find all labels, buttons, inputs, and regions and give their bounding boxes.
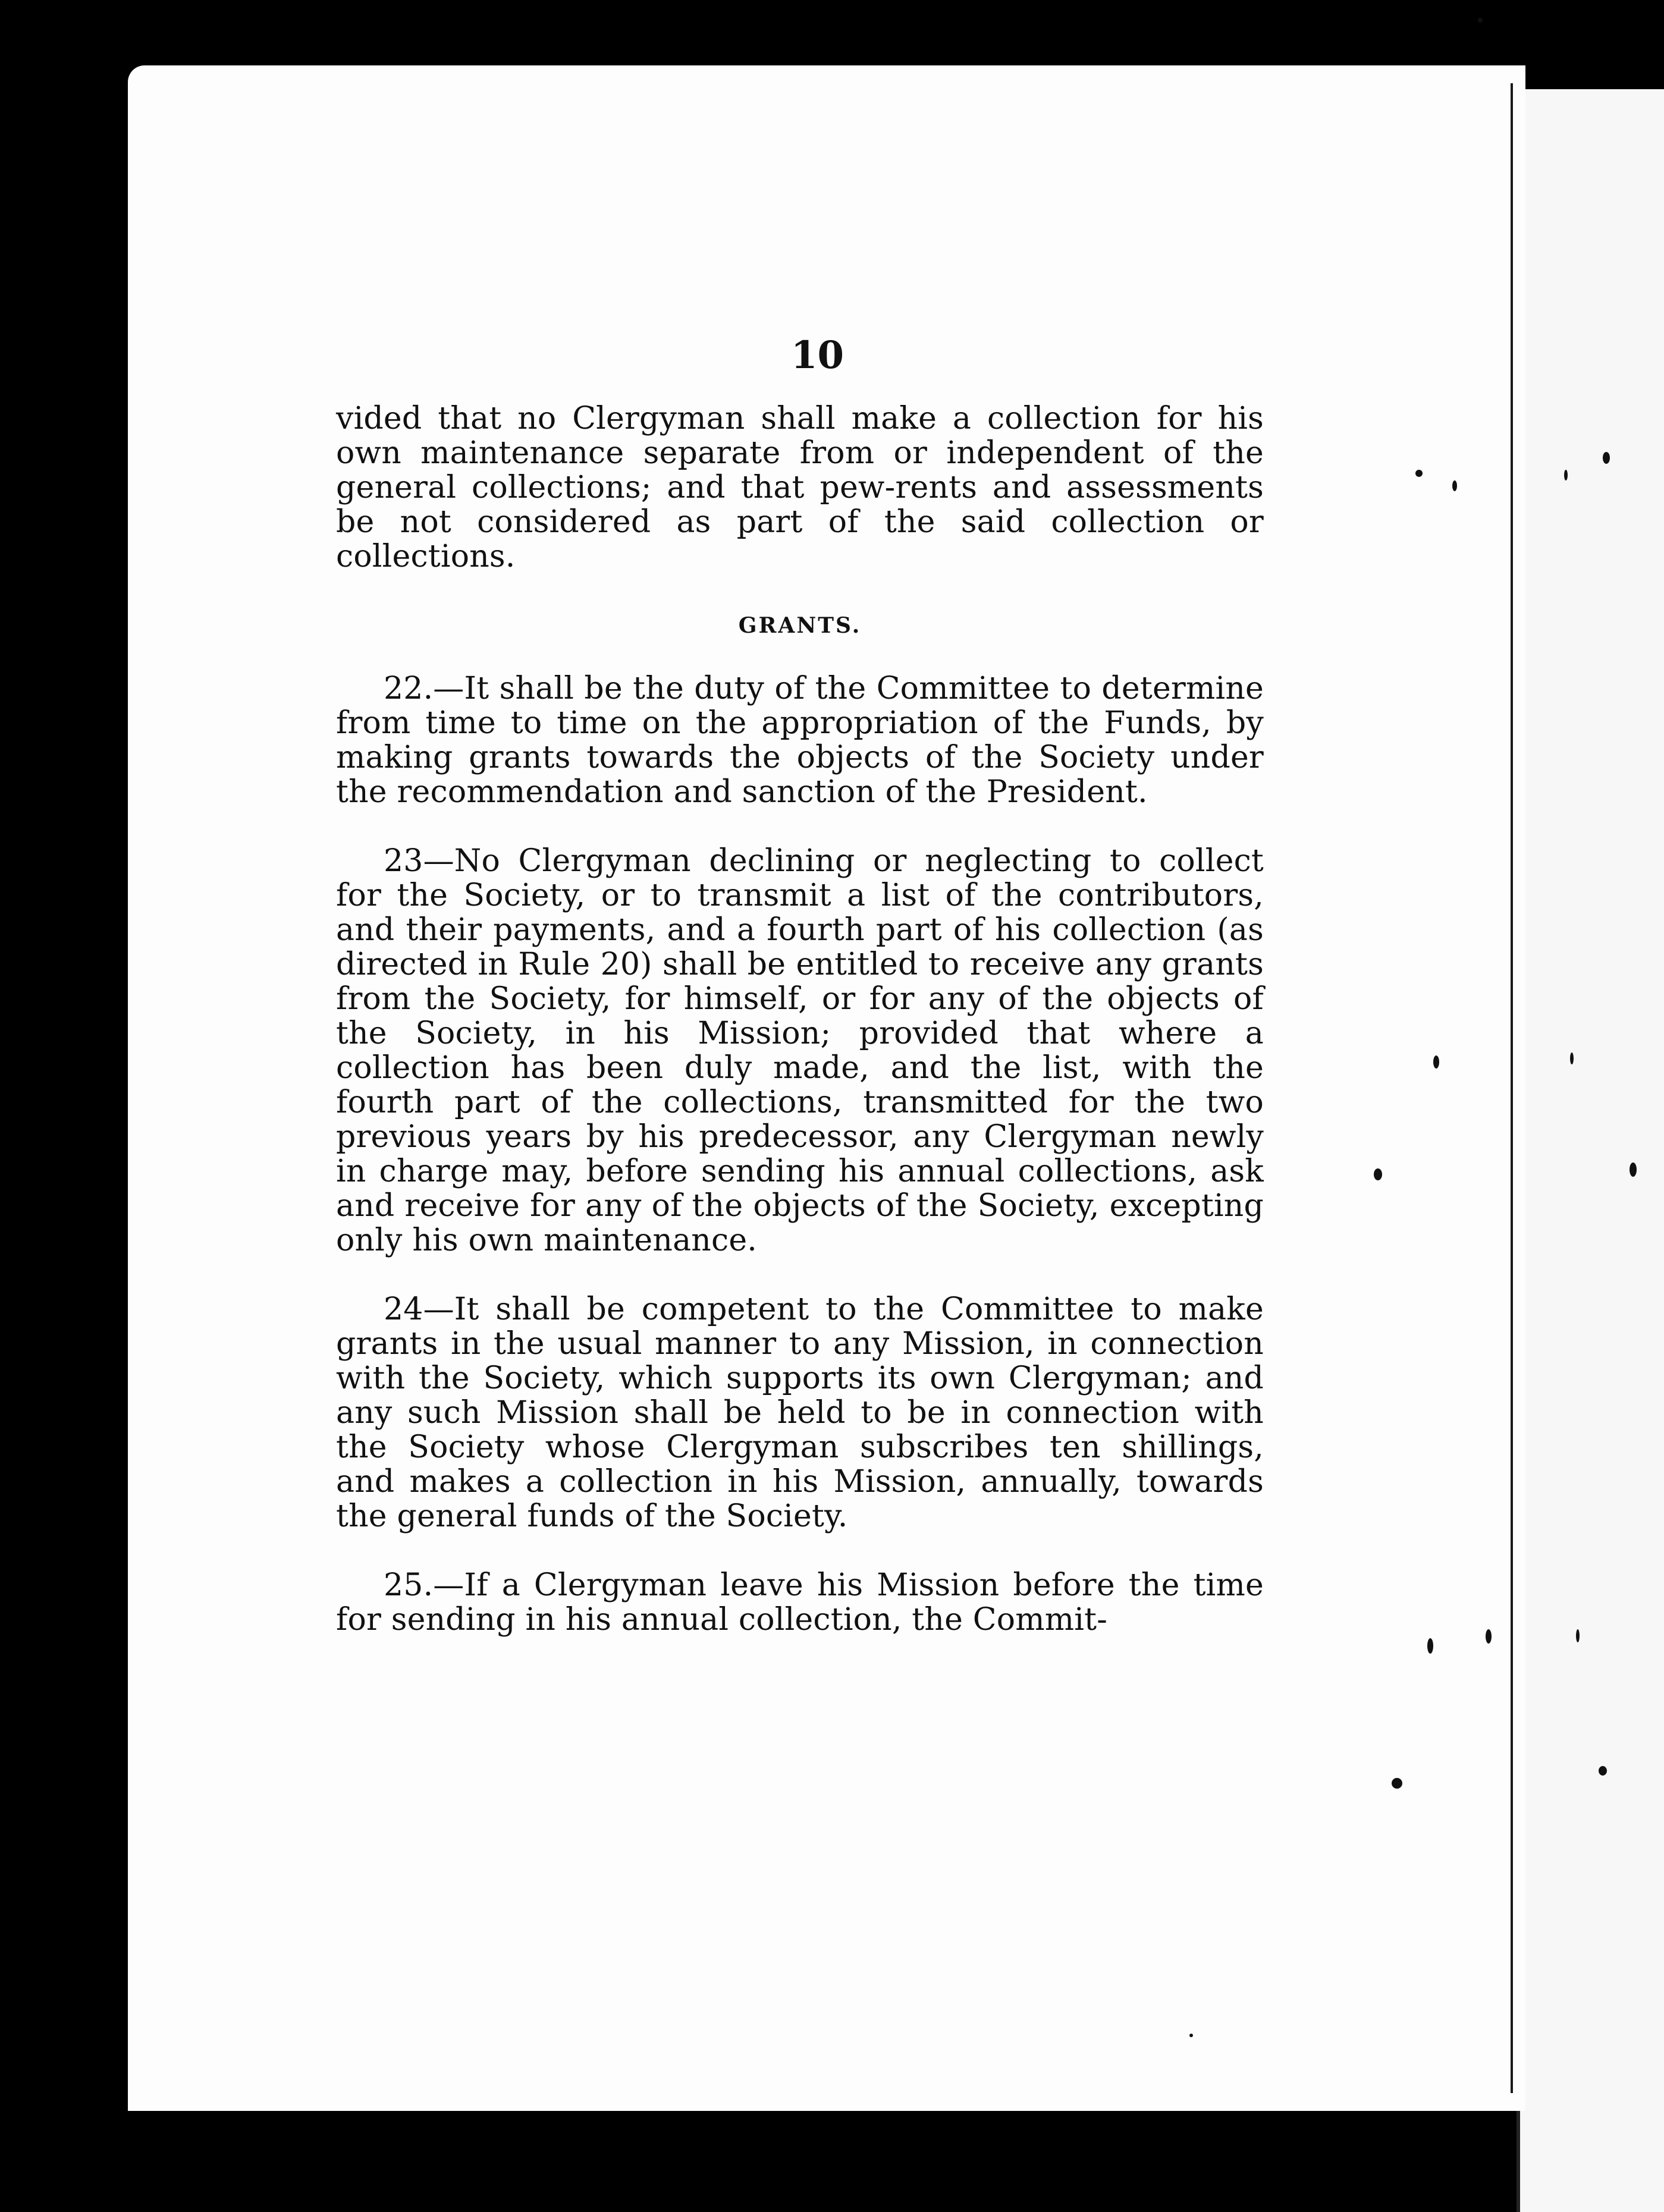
rule-23: 23—No Clergyman declining or neglecting to collect for the Society, or to transmit a list of the contributors, and their payments, and a fourth part of his collection (as directed in Rule 20) shall be entitled to receive any grants from the Society, for himself, or for any of the objects of the Society, in his Mission; provided that where a collection has been duly made, and the list, with the fourth part of the collections, transmitted for the two previous years by his predecessor, any Clergyman newly in charge may, before sending his annual collections, ask and receive for any of the objects of the Society, excepting only his own maintenance. <box>336 843 1264 1258</box>
page-body <box>336 401 1264 1671</box>
scan-speck <box>1570 1052 1574 1064</box>
scan-speck <box>1564 470 1568 480</box>
scan-speck <box>1415 470 1423 477</box>
scan-speck <box>1630 1162 1637 1177</box>
rule-24: 24—It shall be competent to the Committee to make grants in the usual manner to any Mission, in connection with the Society, which supports its own Clergyman; and any such Mission shall be held to be in connection with the Society whose Clergyman subscribes ten shillings, and makes a collection in his Mission, annually, towards the general funds of the Society. <box>336 1292 1264 1534</box>
adjacent-page <box>1517 89 1664 2212</box>
scan-speck <box>1603 452 1610 464</box>
scan-speck <box>1427 1638 1433 1654</box>
scan-speck <box>1433 1055 1439 1069</box>
page-fold-edge <box>1511 83 1519 2093</box>
section-heading: GRANTS. <box>738 613 862 638</box>
scan-speck <box>1576 1629 1580 1642</box>
rule-25: 25.—If a Clergyman leave his Mission before the time for sending in his annual collection, the Commit- <box>336 1567 1264 1638</box>
scan-speck <box>1486 1629 1492 1644</box>
continued-fragment: vided that no Clergyman shall make a collection for his own maintenance separate from or independent of the general collections; and that pew-rents and assessments be not considered as part of the said collection or collections. <box>336 401 1264 574</box>
scan-speck <box>1392 1778 1402 1789</box>
rule-22: 22.—It shall be the duty of the Committee to determine from time to time on the appropriation of the Funds, by making grants towards the objects of the Society under the recommendation and sanction of the President. <box>336 671 1264 810</box>
scan-speck <box>1478 18 1483 23</box>
scan-speck <box>1599 1766 1607 1776</box>
scan-speck <box>1452 480 1457 491</box>
page-number: 10 <box>791 333 844 378</box>
scan-speck <box>1374 1168 1382 1180</box>
scan-speck <box>1189 2034 1193 2037</box>
